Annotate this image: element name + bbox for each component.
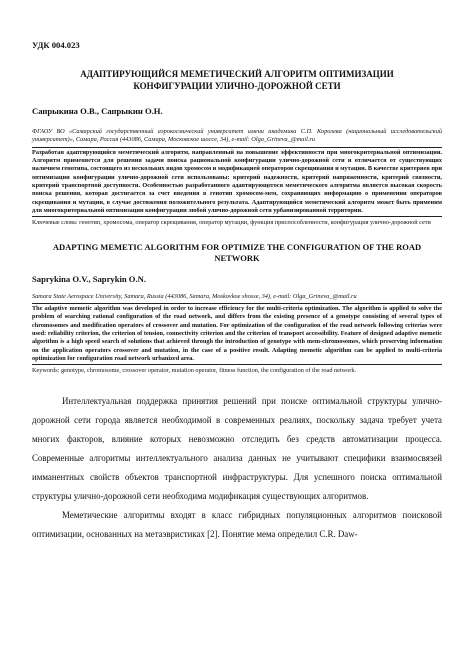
authors-russian: Сапрыкина О.В., Сапрыкин О.Н. — [32, 106, 163, 116]
authors-english: Saprykina O.V., Saprykin O.N. — [32, 273, 146, 284]
keywords-russian: Ключевые слова: генотип, хромосома, оператор скрещивания, оператор мутации, функция приспособленности, конфигурация улично-дорожной сети — [32, 219, 431, 227]
body-paragraph-1: Интеллектуальная поддержка принятия решений при поиске оптимальной структуры улично-дорожной сети города является необходимой в современных реалиях, поскольку задача требует учета многих факторов, влияние которых невозможно отследить без средств автоматизации процесса. Современные алгоритмы интеллектуального анализа данных не учитывают специфики взаимосвязей имманентных свойств объектов транспортной инфраструктуры. Для успешного поиска оптимальной структуры улично-дорожной сети необходима модификация существующих алгоритмов. — [32, 395, 442, 501]
udk-code: УДК 004.023 — [32, 40, 80, 50]
title-russian: АДАПТИРУЮЩИЙСЯ МЕМЕТИЧЕСКИЙ АЛГОРИТМ ОПТИМИЗАЦИИ КОНФИГУРАЦИИ УЛИЧНО-ДОРОЖНОЙ СЕТИ — [80, 69, 394, 91]
abstract-russian-block — [32, 147, 442, 218]
affiliation-russian: ФГАОУ ВО «Самарский государственный аэрокосмический университет имени академика С.П. Королева (национальный исследовательский университет)», Самара, Россия (443086, Самара, Московское шоссе, 34), e-mail: Olga_Grineva_@mail.ru — [32, 128, 442, 144]
abstract-english: The adaptive memetic algorithm was developed in order to increase efficiency for the multi-criteria optimization. The algorithm is applied to solve the problem of searching rational configuration of the road network, and differs from the existing presence of a genotype consisting of several types of chromosomes and modification operators of crossover and mutation. For optimization of the configuration of the road network following criterias were used: reliability criterion, the criterion of tension, connectivity criterion and the criterion of transport accessibility. Feature of designed adaptive memetic algorithm is a high speed search of solutions that achieved through the introduction of genotype with mem-chromosomes, which preserving information on the application operators crossover and mutation, in the case of a positive result. Adapting memetic algorithm can be applied to multi-criteria optimization for configuration road network urbanized area. — [32, 304, 442, 362]
abstract-english-block — [32, 303, 442, 365]
title-english: ADAPTING MEMETIC ALGORITHM FOR OPTIMIZE THE CONFIGURATION OF THE ROAD NETWORK — [52, 241, 422, 263]
paper-page — [32, 40, 442, 544]
keywords-english: Keywords: genotype, chromosome, crossover operator, mutation operator, fitness function, the configuration of the road network. — [32, 367, 357, 375]
affiliation-english: Samara State Aerospace University, Samara, Russia (443086, Samara, Moskovkoe shosse, 34), e-mail: Olga_Grineva_@mail.ru — [32, 292, 357, 300]
body-paragraph-2: Меметические алгоритмы входят в класс гибридных популяционных алгоритмов поисковой оптимизации, основанных на метаэвристиках [2]. Понятие мема определил C.R. Daw- — [32, 509, 442, 539]
abstract-russian: Разработан адаптирующийся меметический алгоритм, направленный на повышение эффективности при многокритериальной оптимизации. Алгоритм применяется для решения задачи поиска рациональной конфигурации улично-дорожной сети и отличается от существующих наличием генотипа, состоящего из нескольких видов хромосом и модификацией операторов скрещивания и мутации. В качестве критериев при оптимизации конфигурации улично-дорожной сети использованы: критерий надежности, критерий напряженности, критерий связности, критерий транспортной доступности. Особенностью разработанного адаптирующегося меметического алгоритма является высокая скорость поиска решения, которая достигается за счет введения в генотип хромосом-мем, сохраняющих информацию о применении операторов скрещивания и мутации, в случае достижения положительного результата. Адаптирующийся меметический алгоритм может быть применим для многокритериальной оптимизации конфигурации любой улично-дорожной сети урбанизированной территории. — [32, 148, 442, 214]
